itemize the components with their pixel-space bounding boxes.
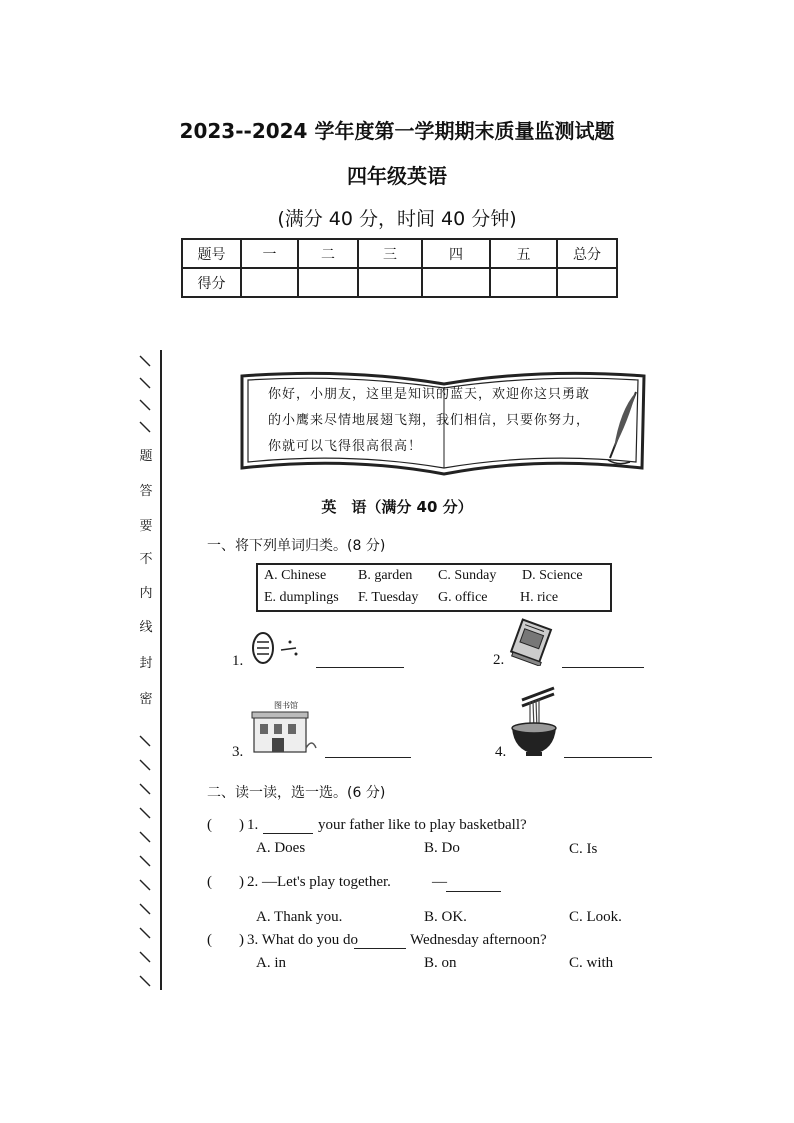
exam-title: 2023--2024 学年度第一学期期末质量监测试题 (179, 119, 615, 143)
word-option: G. office (438, 590, 488, 605)
word-option: C. Sunday (438, 568, 497, 583)
score-input[interactable] (490, 268, 557, 297)
score-cell: 四 (422, 239, 490, 268)
option-b[interactable]: B. on (424, 955, 457, 971)
question-prefix: 1. (247, 817, 259, 833)
strip-char: 不 (139, 552, 153, 567)
strip-char: 密 (139, 692, 153, 707)
section2-heading: 二、读一读，选一选。(6 分) (207, 785, 386, 801)
score-cell: 二 (298, 239, 358, 268)
item-number: 4. (495, 744, 507, 760)
calendar-book-icon (506, 616, 558, 666)
exam-note: (满分 40 分，时间 40 分钟) (277, 208, 517, 230)
fill-blank[interactable] (263, 833, 313, 834)
question-text: Wednesday afternoon? (410, 932, 547, 948)
noodle-bowl-icon (508, 686, 560, 758)
score-cell: 题号 (182, 239, 241, 268)
banner-text: 你好，小朋友，这里是知识的蓝天，欢迎你这只勇敢的小鹰来尽情地展翅飞翔，我们相信，只要你努力，你就可以飞得很高很高！ (268, 387, 591, 454)
answer-paren-blank[interactable] (216, 818, 238, 836)
score-cell: 五 (490, 239, 557, 268)
library-sign: 图书馆 (274, 701, 298, 710)
answer-line[interactable] (316, 667, 404, 668)
word-option: A. Chinese (264, 568, 327, 583)
fill-blank[interactable] (354, 948, 406, 949)
option-c[interactable]: C. with (569, 955, 614, 971)
score-value-row (182, 268, 617, 297)
exam-subtitle: 四年级英语 (347, 164, 447, 188)
score-table (181, 238, 618, 298)
option-c[interactable]: C. Is (569, 841, 598, 857)
score-header-row (182, 239, 617, 268)
fill-blank[interactable] (446, 891, 501, 892)
item-number: 2. (493, 652, 505, 668)
question-prefix: 3. What do you do (247, 932, 358, 948)
score-cell: 一 (241, 239, 298, 268)
strip-char: 答 (139, 484, 153, 499)
answer-paren-blank[interactable] (216, 933, 238, 951)
word-option: E. dumplings (264, 590, 339, 605)
score-input[interactable] (298, 268, 358, 297)
library-building-icon (246, 708, 318, 756)
score-input[interactable] (241, 268, 298, 297)
section1-heading: 一、将下列单词归类。(8 分) (207, 538, 386, 554)
answer-paren-close: ) (239, 817, 244, 833)
option-a[interactable]: A. Does (256, 840, 306, 856)
item-number: 1. (232, 653, 244, 669)
strip-char: 封 (139, 656, 153, 671)
score-input[interactable] (422, 268, 490, 297)
paper-title: 英 语（满分 40 分） (321, 498, 473, 516)
subject-chinese-icon (246, 628, 306, 668)
option-a[interactable]: A. Thank you. (256, 909, 343, 925)
binding-strip (130, 350, 162, 990)
answer-paren-close: ) (239, 874, 244, 890)
question-text: 2. —Let's play together. (247, 874, 391, 890)
answer-paren-open: ( (207, 874, 212, 890)
word-option: D. Science (522, 568, 583, 583)
answer-line[interactable] (325, 757, 411, 758)
option-b[interactable]: B. Do (424, 840, 460, 856)
score-cell: 三 (358, 239, 422, 268)
strip-char: 线 (139, 620, 153, 635)
score-input[interactable] (358, 268, 422, 297)
option-b[interactable]: B. OK. (424, 909, 467, 925)
answer-paren-open: ( (207, 817, 212, 833)
option-a[interactable]: A. in (256, 955, 286, 971)
option-c[interactable]: C. Look. (569, 909, 622, 925)
score-input[interactable] (557, 268, 617, 297)
score-cell: 总分 (557, 239, 617, 268)
word-option: B. garden (358, 568, 413, 583)
word-option: H. rice (520, 590, 559, 605)
strip-char: 内 (139, 586, 153, 601)
word-box (256, 563, 612, 612)
question-text: your father like to play basketball? (318, 817, 527, 833)
strip-char: 题 (139, 449, 153, 464)
answer-line[interactable] (564, 757, 652, 758)
item-number: 3. (232, 744, 244, 760)
answer-line[interactable] (562, 667, 644, 668)
strip-char: 要 (139, 519, 153, 534)
answer-paren-open: ( (207, 932, 212, 948)
word-option: F. Tuesday (358, 590, 419, 605)
answer-paren-blank[interactable] (216, 875, 238, 893)
score-cell: 得分 (182, 268, 241, 297)
answer-paren-close: ) (239, 932, 244, 948)
question-dash: — (432, 874, 447, 890)
